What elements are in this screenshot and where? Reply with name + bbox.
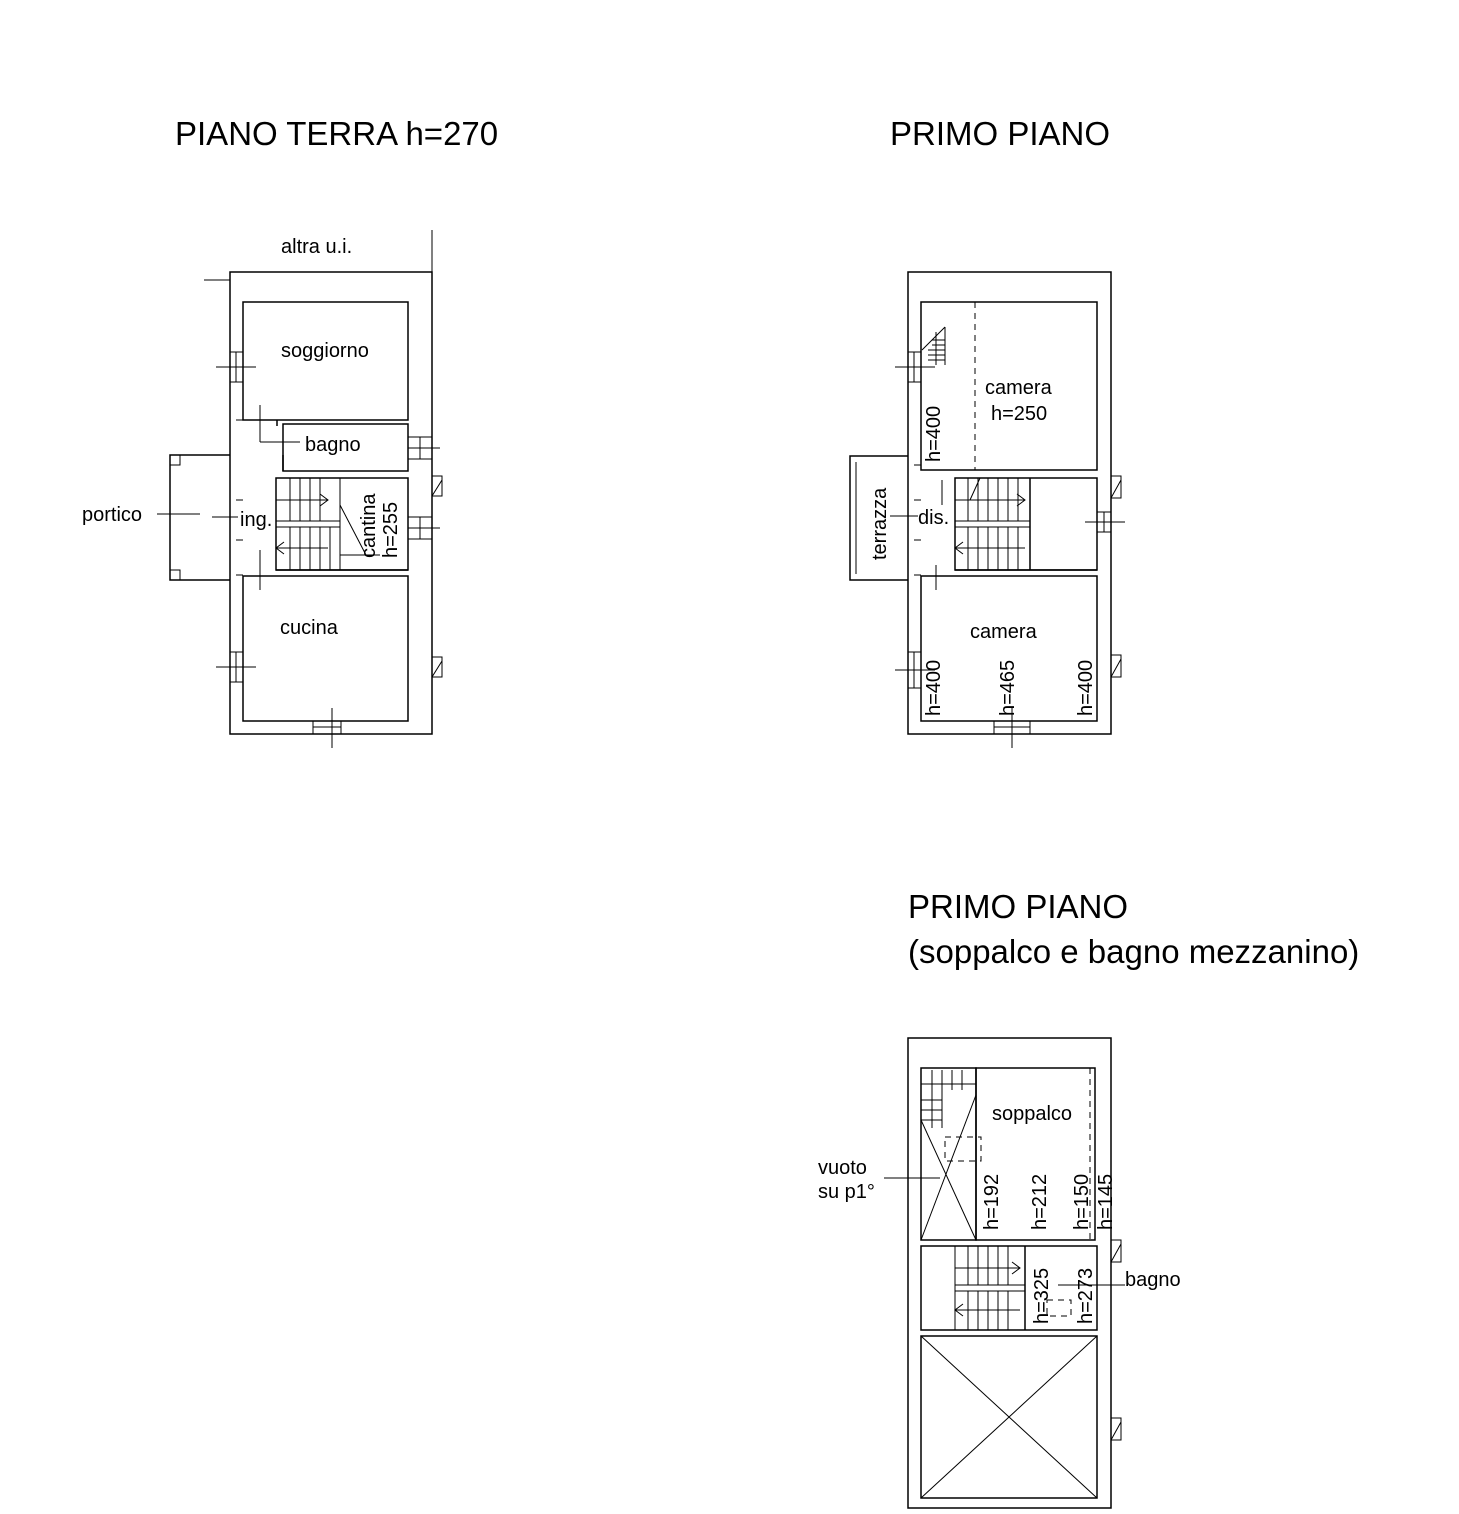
- mezz-stair-block: [921, 1246, 1097, 1330]
- h400-right-label: h=400: [1075, 659, 1097, 716]
- cantina-height-label: h=255: [380, 501, 402, 558]
- first-floor-plan: [850, 272, 1125, 748]
- first-small-stair: [922, 327, 945, 365]
- h212-label: h=212: [1029, 1173, 1051, 1230]
- first-floor-title: PRIMO PIANO: [890, 115, 1111, 152]
- h400-top-label: h=400: [923, 405, 945, 462]
- cantina-label: cantina: [358, 493, 380, 558]
- void-area: [921, 1068, 976, 1240]
- ground-floor-title: PIANO TERRA h=270: [175, 115, 499, 152]
- ground-floor-plan: [82, 230, 442, 748]
- mezz-bagno-label: bagno: [1125, 1269, 1181, 1291]
- camera-top-height: h=250: [991, 403, 1048, 425]
- mezz-stairs: [955, 1246, 1025, 1330]
- h400-left-label: h=400: [923, 659, 945, 716]
- camera-top-label: camera: [985, 377, 1052, 399]
- h145-label: h=145: [1095, 1173, 1117, 1230]
- first-stair-block: [955, 478, 1097, 570]
- cucina-room: [243, 576, 408, 721]
- camera-bottom-label: camera: [970, 621, 1037, 643]
- h325-label: h=325: [1031, 1267, 1053, 1324]
- soggiorno-label: soggiorno: [281, 340, 369, 362]
- vuoto-label-line2: su p1°: [818, 1181, 875, 1203]
- mezzanine-plan: [818, 1038, 1181, 1508]
- terrazza-label: terrazza: [869, 487, 891, 560]
- ingresso-label: ing.: [240, 509, 273, 531]
- soppalco-label: soppalco: [992, 1103, 1073, 1125]
- first-stairs: [955, 478, 1030, 570]
- portico-label: portico: [82, 504, 143, 526]
- h273-label: h=273: [1075, 1267, 1097, 1324]
- h150-label: h=150: [1071, 1173, 1093, 1230]
- h465-label: h=465: [997, 659, 1019, 716]
- mezz-small-stair: [921, 1070, 976, 1128]
- mezzanine-subtitle: (soppalco e bagno mezzanino): [908, 933, 1360, 970]
- neighbour-unit-label: altra u.i.: [281, 236, 353, 258]
- h192-label: h=192: [981, 1173, 1003, 1230]
- ground-bagno-label: bagno: [305, 434, 361, 456]
- disimpegno-label: dis.: [918, 507, 950, 529]
- cucina-label: cucina: [280, 617, 338, 639]
- mezzanine-title: PRIMO PIANO: [908, 888, 1129, 925]
- vuoto-label-line1: vuoto: [818, 1157, 867, 1179]
